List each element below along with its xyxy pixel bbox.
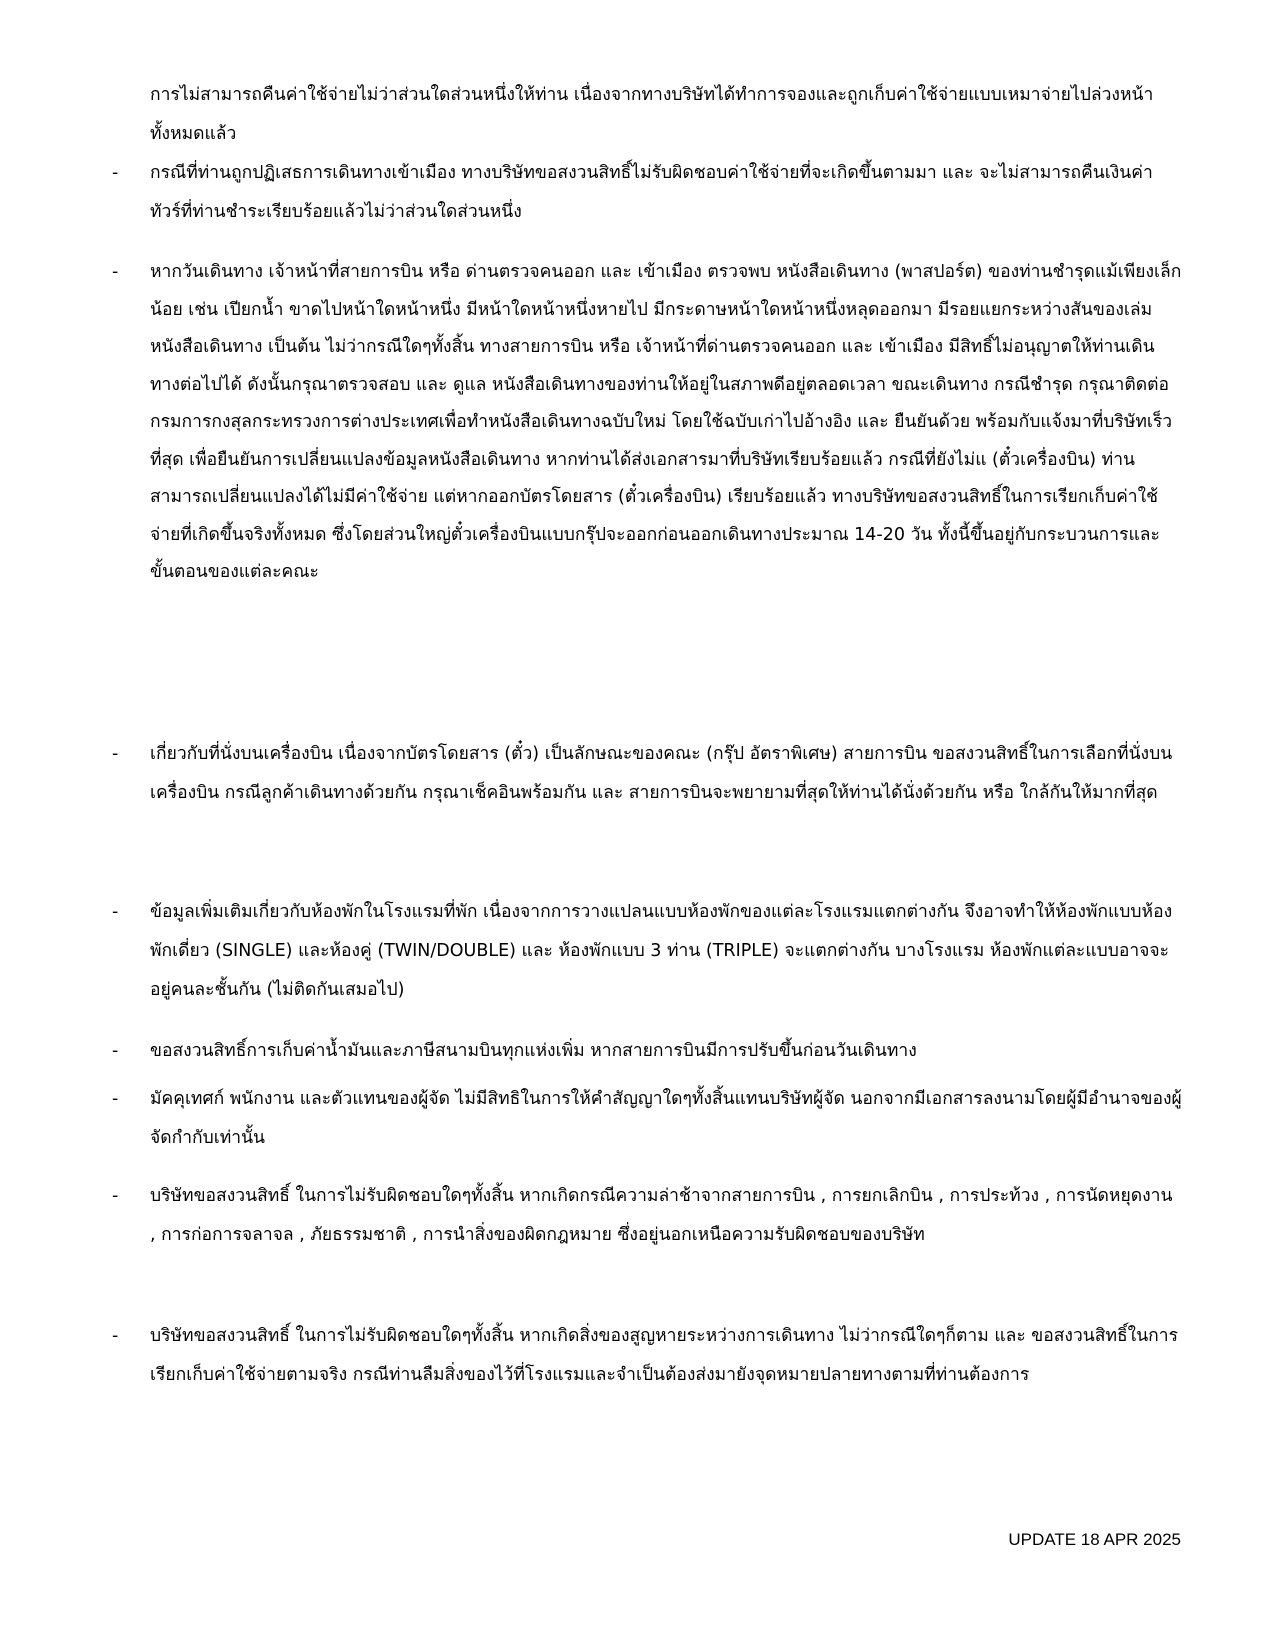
bullet-dash: - bbox=[112, 1326, 119, 1346]
terms-list bbox=[112, 154, 1182, 232]
bullet-dash: - bbox=[112, 744, 119, 764]
list-item bbox=[112, 893, 1182, 1010]
bullet-dash: - bbox=[112, 262, 119, 282]
update-date-footer: UPDATE 18 APR 2025 bbox=[1008, 1530, 1181, 1549]
list-item-text: เกี่ยวกับที่นั่งบนเครื่องบิน เนื่องจากบัตรโดยสาร (ตั๋ว) เป็นลักษณะของคณะ (กรุ๊ป อัตราพิเศษ) สายการบิน ขอสงวนสิทธิ์ในการเลือกที่นั่งบนเครื่องบิน กรณีลูกค้าเดินทางด้วยกัน กรุณาเช็คอินพร้อมกัน และ สายการบินจะพยายามที่สุดให้ท่านได้นั่งด้วยกัน หรือ ใกล้กันให้มากที่สุด bbox=[150, 744, 1173, 803]
bullet-dash: - bbox=[112, 1089, 119, 1109]
terms-list bbox=[112, 1080, 1182, 1158]
list-item bbox=[112, 1177, 1182, 1255]
bullet-dash: - bbox=[112, 1041, 119, 1061]
list-item-text: มัคคุเทศก์ พนักงาน และตัวแทนของผู้จัด ไม่มีสิทธิในการให้คำสัญญาใดๆทั้งสิ้นแทนบริษัทผู้จัด นอกจากมีเอกสารลงนามโดยผู้มีอำนาจของผู้จัดกำกับเท่านั้น bbox=[150, 1089, 1182, 1148]
list-item-text: ขอสงวนสิทธิ์การเก็บค่าน้ำมันและภาษีสนามบินทุกแห่งเพิ่ม หากสายการบินมีการปรับขึ้นก่อนวันเดินทาง bbox=[150, 1041, 917, 1061]
list-item-text: บริษัทขอสงวนสิทธิ์ ในการไม่รับผิดชอบใดๆทั้งสิ้น หากเกิดกรณีความล่าช้าจากสายการบิน , การยกเลิกบิน , การประท้วง , การนัดหยุดงาน , การก่อการจลาจล , ภัยธรรมชาติ , การนำสิ่งของผิดกฎหมาย ซึ่งอยู่นอกเหนือความรับผิดชอบของบริษัท bbox=[150, 1186, 1173, 1245]
terms-list bbox=[112, 1032, 1182, 1071]
list-item-text: ข้อมูลเพิ่มเติมเกี่ยวกับห้องพักในโรงแรมที่พัก เนื่องจากการวางแปลนแบบห้องพักของแต่ละโรงแรมแตกต่างกัน จึงอาจทำให้ห้องพักแบบห้องพักเดี่ยว (SINGLE) และห้องคู่ (TWIN/DOUBLE) และ ห้องพักแบบ 3 ท่าน (TRIPLE) จะแตกต่างกัน บางโรงแรม ห้องพักแต่ละแบบอาจจะอยู่คนละชั้นกัน (ไม่ติดกันเสมอไป) bbox=[150, 902, 1173, 1000]
terms-list bbox=[112, 1317, 1182, 1395]
terms-list bbox=[112, 735, 1182, 813]
terms-list bbox=[112, 893, 1182, 1010]
bullet-dash: - bbox=[112, 902, 119, 922]
list-item bbox=[112, 1032, 1182, 1071]
list-item bbox=[112, 1080, 1182, 1158]
bullet-dash: - bbox=[112, 1186, 119, 1206]
terms-list bbox=[112, 254, 1182, 592]
list-item bbox=[112, 1317, 1182, 1395]
list-item-text: กรณีที่ท่านถูกปฏิเสธการเดินทางเข้าเมือง ทางบริษัทขอสงวนสิทธิ์ไม่รับผิดชอบค่าใช้จ่ายที่จะเกิดขึ้นตามมา และ จะไม่สามารถคืนเงินค่าทัวร์ที่ท่านชำระเรียบร้อยแล้วไม่ว่าส่วนใดส่วนหนึ่ง bbox=[150, 163, 1153, 222]
list-item bbox=[112, 735, 1182, 813]
list-item-text: หากวันเดินทาง เจ้าหน้าที่สายการบิน หรือ ด่านตรวจคนออก และ เข้าเมือง ตรวจพบ หนังสือเดินทาง (พาสปอร์ต) ของท่านชำรุดแม้เพียงเล็กน้อย เช่น เปียกน้ำ ขาดไปหน้าใดหน้าหนึ่ง มีหน้าใดหน้าหนึ่งหายไป มีกระดาษหน้าใดหน้าหนึ่งหลุดออกมา มีรอยแยกระหว่างสันของเล่มหนังสือเดินทาง เป็นต้น ไม่ว่ากรณีใดๆทั้งสิ้น ทางสายการบิน หรือ เจ้าหน้าที่ด่านตรวจคนออก และ เข้าเมือง มีสิทธิ์ไม่อนุญาตให้ท่านเดินทางต่อไปได้ ดังนั้นกรุณาตรวจสอบ และ ดูแล หนังสือเดินทางของท่านให้อยู่ในสภาพดีอยู่ตลอดเวลา ขณะเดินทาง กรณีชำรุด กรุณาติดต่อกรมการกงสุลกระทรวงการต่างประเทศเพื่อทำหนังสือเดินทางฉบับใหม่ โดยใช้ฉบับเก่าไปอ้างอิง และ ยืนยันด้วย พร้อมกับแจ้งมาที่บริษัทเร็วที่สุด เพื่อยืนยันการเปลี่ยนแปลงข้อมูลหนังสือเดินทาง หากท่านได้ส่งเอกสารมาที่บริษัทเรียบร้อยแล้ว กรณีที่ยังไม่แ (ตั๋วเครื่องบิน) ท่านสามารถเปลี่ยนแปลงได้ไม่มีค่าใช้จ่าย แต่หากออกบัตรโดยสาร (ตั๋วเครื่องบิน) เรียบร้อยแล้ว ทางบริษัทขอสงวนสิทธิ์ในการเรียกเก็บค่าใช้จ่ายที่เกิดขึ้นจริงทั้งหมด ซึ่งโดยส่วนใหญ่ตั๋วเครื่องบินแบบกรุ๊ปจะออกก่อนออกเดินทางประมาณ 14-20 วัน ทั้งนี้ขึ้นอยู่กับกระบวนการและขั้นตอนของแต่ละคณะ bbox=[150, 262, 1182, 582]
list-item-text: บริษัทขอสงวนสิทธิ์ ในการไม่รับผิดชอบใดๆทั้งสิ้น หากเกิดสิ่งของสูญหายระหว่างการเดินทาง ไม่ว่ากรณีใดๆก็ตาม และ ขอสงวนสิทธิ์ในการเรียกเก็บค่าใช้จ่ายตามจริง กรณีท่านลืมสิ่งของไว้ที่โรงแรมและจำเป็นต้องส่งมายังจุดหมายปลายทางตามที่ท่านต้องการ bbox=[150, 1326, 1178, 1385]
terms-list bbox=[112, 1177, 1182, 1255]
bullet-dash: - bbox=[112, 163, 119, 183]
lead-paragraph: การไม่สามารถคืนค่าใช้จ่ายไม่ว่าส่วนใดส่วนหนึ่งให้ท่าน เนื่องจากทางบริษัทได้ทำการจองและถูกเก็บค่าใช้จ่ายแบบเหมาจ่ายไปล่วงหน้าทั้งหมดแล้ว bbox=[150, 85, 1154, 144]
list-item bbox=[112, 254, 1182, 592]
list-item bbox=[112, 154, 1182, 232]
